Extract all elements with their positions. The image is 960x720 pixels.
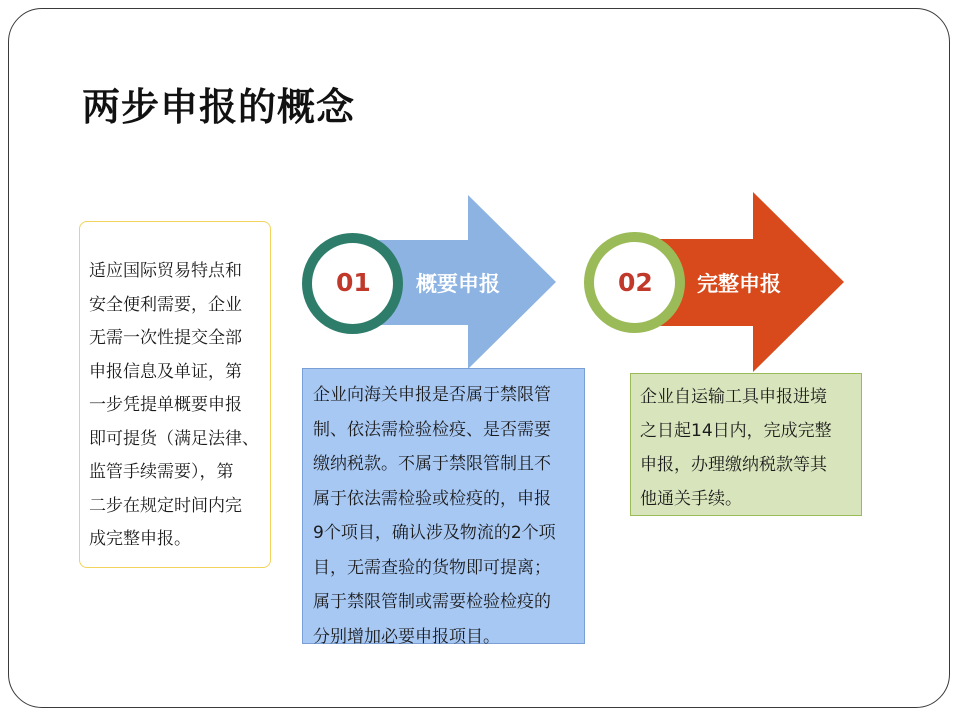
intro-line: 一步凭提单概要申报 bbox=[89, 395, 242, 415]
step-1-number: 01 bbox=[336, 268, 371, 297]
intro-text-box bbox=[79, 221, 271, 568]
step-2-label: 完整申报 bbox=[697, 272, 781, 296]
step-1-description-line: 目，无需查验的货物即可提离； bbox=[313, 557, 551, 578]
step-2-description bbox=[630, 373, 862, 516]
step-2-description-line: 之日起14日内，完成完整 bbox=[640, 421, 832, 441]
step-1-description-line: 制、依法需检验检疫、是否需要 bbox=[313, 419, 551, 440]
intro-line: 安全便利需要，企业 bbox=[89, 294, 242, 315]
step-1-label: 概要申报 bbox=[416, 272, 500, 296]
step-1-description-line: 属于禁限管制或需要检验检疫的 bbox=[313, 592, 551, 612]
step-2-description-line: 企业自运输工具申报进境 bbox=[640, 387, 827, 407]
slide-title: 两步申报的概念 bbox=[82, 85, 356, 129]
intro-line: 二步在规定时间内完 bbox=[89, 495, 242, 516]
step-1-description-line: 企业向海关申报是否属于禁限管 bbox=[313, 385, 551, 405]
intro-line: 适应国际贸易特点和 bbox=[89, 261, 242, 281]
step-1-description-line: 9个项目，确认涉及物流的2个项 bbox=[313, 523, 556, 543]
step-2-description-line: 他通关手续。 bbox=[640, 489, 742, 509]
intro-line: 申报信息及单证，第 bbox=[89, 361, 242, 382]
intro-line: 成完整申报。 bbox=[89, 529, 191, 549]
step-2-description-line: 申报，办理缴纳税款等其 bbox=[640, 455, 827, 475]
intro-line: 即可提货（满足法律、 bbox=[89, 428, 259, 449]
step-1-description-line: 缴纳税款。不属于禁限管制且不 bbox=[313, 454, 551, 474]
step-1-description-line: 分别增加必要申报项目。 bbox=[313, 626, 500, 647]
intro-line: 监管手续需要），第 bbox=[89, 462, 234, 482]
step-2-number: 02 bbox=[618, 268, 653, 297]
step-1-description-line: 属于依法需检验或检疫的，申报 bbox=[313, 488, 551, 509]
step-1-description bbox=[302, 368, 585, 647]
intro-line: 无需一次性提交全部 bbox=[89, 328, 242, 348]
